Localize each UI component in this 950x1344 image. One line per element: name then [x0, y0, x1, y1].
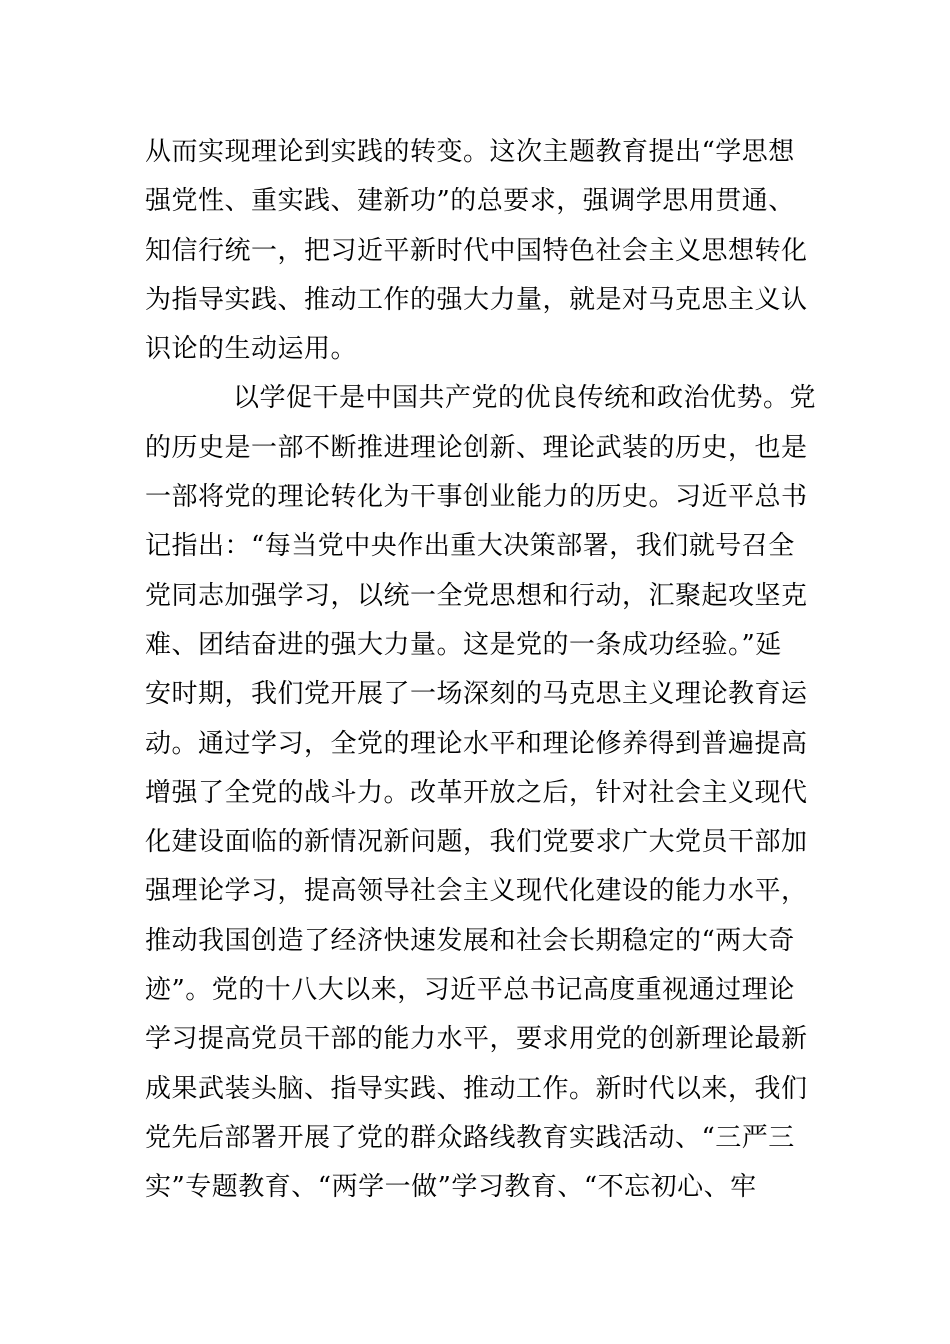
- text-line: 从而实现理论到实践的转变。这次主题教育提出“学思想: [145, 137, 795, 167]
- text-line: 强理论学习，提高领导社会主义现代化建设的能力水平，: [145, 876, 808, 907]
- text-line: 强党性、重实践、建新功”的总要求，强调学思用贯通、: [145, 186, 795, 217]
- text-line: 知信行统一，把习近平新时代中国特色社会主义思想转化: [145, 235, 808, 266]
- text-line: 推动我国创造了经济快速发展和社会长期稳定的“两大奇: [145, 925, 795, 956]
- text-line: 党先后部署开展了党的群众路线教育实践活动、“三严三: [145, 1122, 795, 1153]
- text-line: 为指导实践、推动工作的强大力量，就是对马克思主义认: [145, 284, 808, 315]
- text-line: 动。通过学习，全党的理论水平和理论修养得到普遍提高: [145, 728, 808, 759]
- text-line: 一部将党的理论转化为干事创业能力的历史。习近平总书: [145, 482, 808, 513]
- text-line: 成果武装头脑、指导实践、推动工作。新时代以来，我们: [145, 1073, 808, 1104]
- text-line: 难、团结奋进的强大力量。这是党的一条成功经验。”延: [145, 629, 782, 660]
- text-line-indented: 以学促干是中国共产党的优良传统和政治优势。党: [233, 383, 817, 414]
- paragraph-1: [145, 128, 815, 374]
- text-line: 的历史是一部不断推进理论创新、理论武装的历史，也是: [145, 432, 808, 463]
- body-text: [145, 128, 815, 1213]
- text-line: 安时期，我们党开展了一场深刻的马克思主义理论教育运: [145, 679, 808, 710]
- text-line: 增强了全党的战斗力。改革开放之后，针对社会主义现代: [145, 777, 808, 808]
- text-line: 学习提高党员干部的能力水平，要求用党的创新理论最新: [145, 1024, 808, 1055]
- text-line: 党同志加强学习，以统一全党思想和行动，汇聚起攻坚克: [145, 580, 808, 611]
- paragraph-2: [145, 374, 815, 1212]
- text-line: 识论的生动运用。: [145, 334, 358, 365]
- text-line: 记指出：“每当党中央作出重大决策部署，我们就号召全: [145, 531, 795, 562]
- text-line: 化建设面临的新情况新问题，我们党要求广大党员干部加: [145, 827, 808, 858]
- text-line: 迹”。党的十八大以来，习近平总书记高度重视通过理论: [145, 975, 795, 1006]
- text-line: 实”专题教育、“两学一做”学习教育、“不忘初心、牢: [145, 1172, 757, 1203]
